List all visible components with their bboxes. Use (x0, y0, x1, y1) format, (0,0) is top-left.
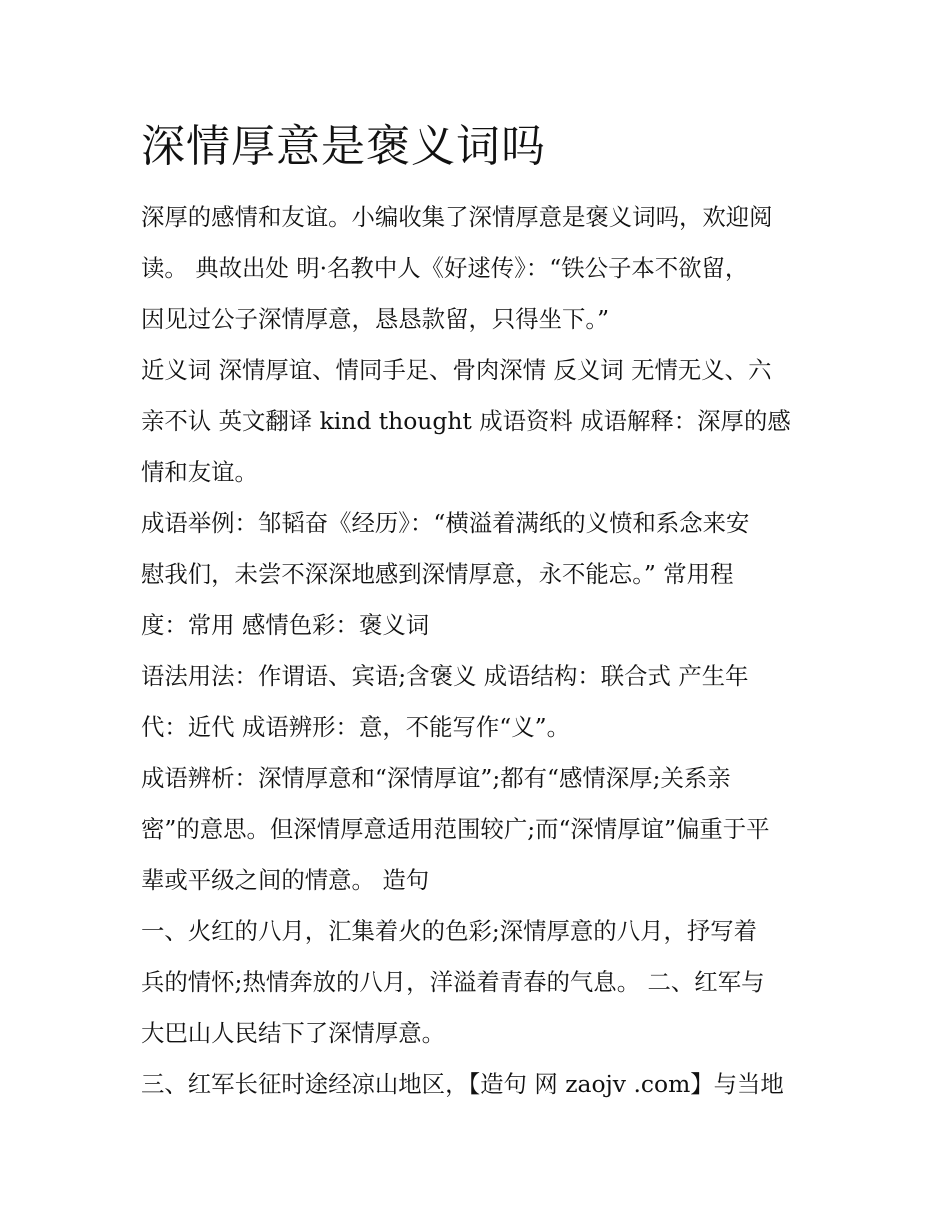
text-line: 情和友谊。 (141, 458, 258, 486)
paragraph-example (141, 498, 813, 651)
text-line: 兵的情怀;热情奔放的八月，洋溢着青春的气息。 二、红军与 (141, 968, 765, 996)
text-line: 因见过公子深情厚意，恳恳款留，只得坐下。” (141, 305, 610, 333)
paragraph-intro (141, 192, 813, 345)
text-line: 近义词 深情厚谊、情同手足、骨肉深情 反义词 无情无义、六 (141, 356, 772, 384)
paragraph-sentence-three (141, 1059, 813, 1110)
text-line: 成语举例：邹韬奋《经历》：“横溢着满纸的义愤和系念来安 (141, 509, 750, 537)
paragraph-analysis (141, 753, 813, 906)
text-line: 大巴山人民结下了深情厚意。 (141, 1019, 446, 1047)
paragraph-synonyms (141, 345, 813, 498)
paragraph-sentences (141, 906, 813, 1059)
document-page (141, 112, 813, 1110)
text-line: 成语辨析：深情厚意和“深情厚谊”;都有“感情深厚;关系亲 (141, 764, 731, 792)
document-title: 深情厚意是褒义词吗 (141, 121, 546, 172)
text-line: 辈或平级之间的情意。 造句 (141, 866, 430, 894)
text-line: 深厚的感情和友谊。小编收集了深情厚意是褒义词吗，欢迎阅 (141, 203, 773, 231)
text-line: 一、火红的八月，汇集着火的色彩;深情厚意的八月，抒写着 (141, 917, 758, 945)
text-line: 读。 典故出处 明·名教中人《好逑传》：“铁公子本不欲留， (141, 254, 749, 282)
text-line: 代：近代 成语辨形：意，不能写作“义”。 (141, 713, 570, 741)
text-line: 亲不认 英文翻译 kind thought 成语资料 成语解释：深厚的感 (141, 407, 791, 435)
text-line: 语法用法：作谓语、宾语;含褒义 成语结构：联合式 产生年 (141, 662, 749, 690)
text-line: 度：常用 感情色彩：褒义词 (141, 611, 430, 639)
paragraph-usage (141, 651, 813, 753)
text-line: 密”的意思。但深情厚意适用范围较广;而“深情厚谊”偏重于平 (141, 815, 770, 843)
text-line: 慰我们，未尝不深深地感到深情厚意，永不能忘。” 常用程 (141, 560, 734, 588)
text-line: 三、红军长征时途经凉山地区，【造句 网 zaojv .com】与当地 (141, 1070, 784, 1098)
